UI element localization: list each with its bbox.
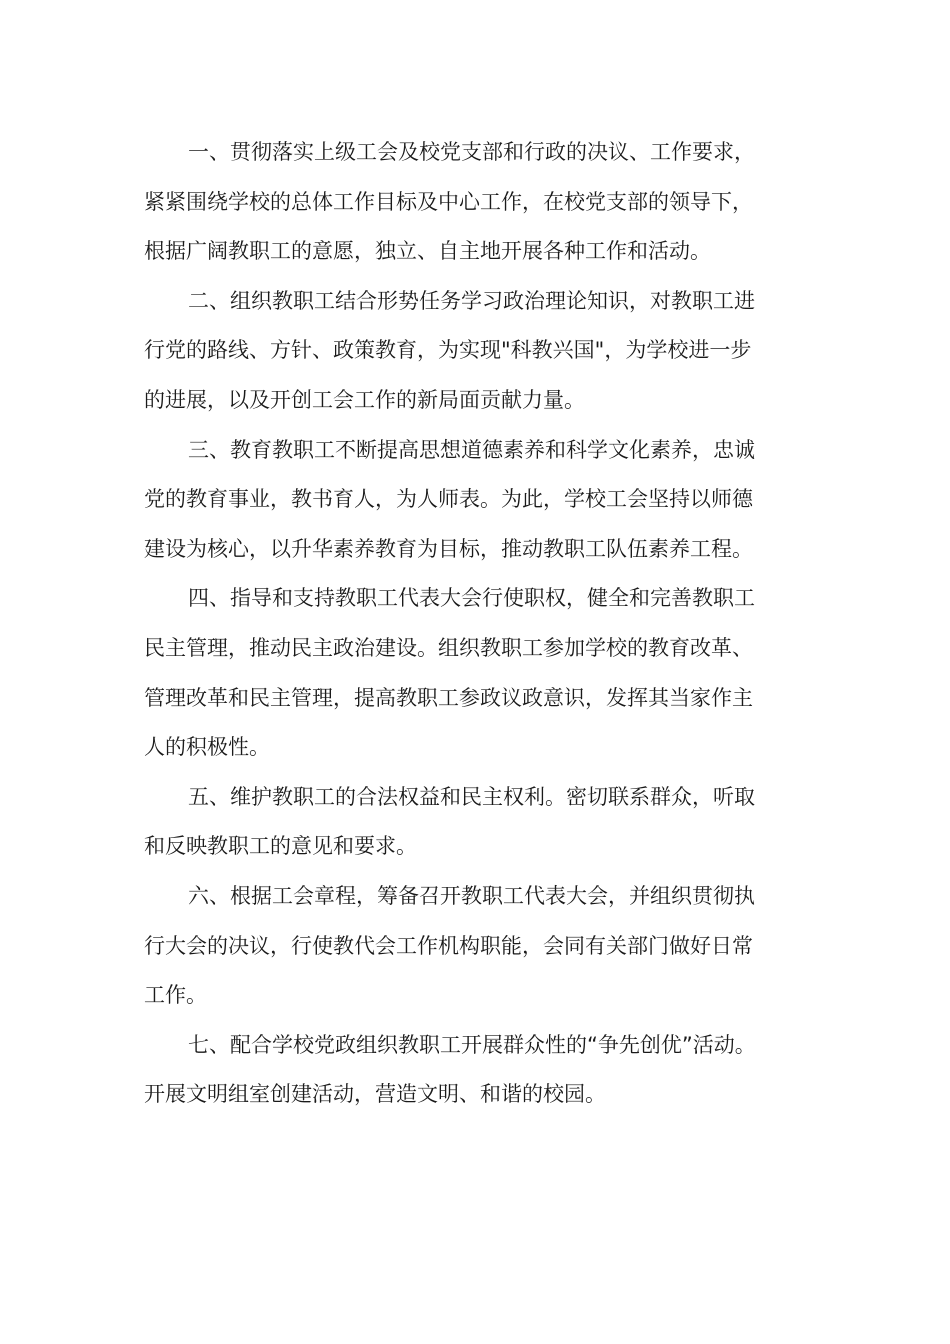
paragraph-line: 七、配合学校党政组织教职工开展群众性的“争先创优”活动。 [188,1032,756,1057]
paragraph-line: 民主管理，推动民主政治建设。组织教职工参加学校的教育改革、 [144,635,753,660]
paragraph-line: 和反映教职工的意见和要求。 [144,834,417,859]
paragraph-line: 紧紧围绕学校的总体工作目标及中心工作，在校党支部的领导下， [144,189,753,214]
paragraph-line: 人的积极性。 [144,735,270,760]
document-body [144,128,806,1120]
paragraph-line: 管理改革和民主管理，提高教职工参政议政意识，发挥其当家作主 [144,685,753,710]
paragraph-line: 五、维护教职工的合法权益和民主权利。密切联系群众，听取 [188,784,755,809]
paragraph-line: 的进展，以及开创工会工作的新局面贡献力量。 [144,387,585,412]
paragraph-line: 建设为核心，以升华素养教育为目标，推动教职工队伍素养工程。 [144,536,753,561]
paragraph-line: 二、组织教职工结合形势任务学习政治理论知识，对教职工进 [188,288,755,313]
paragraph-line: 一、贯彻落实上级工会及校党支部和行政的决议、工作要求， [188,140,755,164]
paragraph-line: 行大会的决议，行使教代会工作机构职能，会同有关部门做好日常 [144,933,753,958]
paragraph-line: 开展文明组室创建活动，营造文明、和谐的校园。 [144,1082,606,1107]
paragraph-3 [144,426,806,575]
paragraph-line: 三、教育教职工不断提高思想道德素养和科学文化素养，忠诚 [188,437,755,462]
paragraph-line: 六、根据工会章程，筹备召开教职工代表大会，并组织贯彻执 [188,883,755,908]
paragraph-line: 根据广阔教职工的意愿，独立、自主地开展各种工作和活动。 [144,239,711,264]
paragraph-line: 工作。 [144,983,207,1008]
paragraph-7 [144,1021,806,1120]
paragraph-4 [144,574,806,772]
paragraph-1 [144,128,806,277]
paragraph-line: 党的教育事业，教书育人，为人师表。为此，学校工会坚持以师德 [144,487,753,512]
paragraph-2 [144,277,806,426]
paragraph-6 [144,872,806,1021]
paragraph-line: 四、指导和支持教职工代表大会行使职权，健全和完善教职工 [188,586,755,611]
paragraph-line: 行党的路线、方针、政策教育，为实现"科教兴国"，为学校进一步 [144,338,752,363]
paragraph-5 [144,773,806,872]
